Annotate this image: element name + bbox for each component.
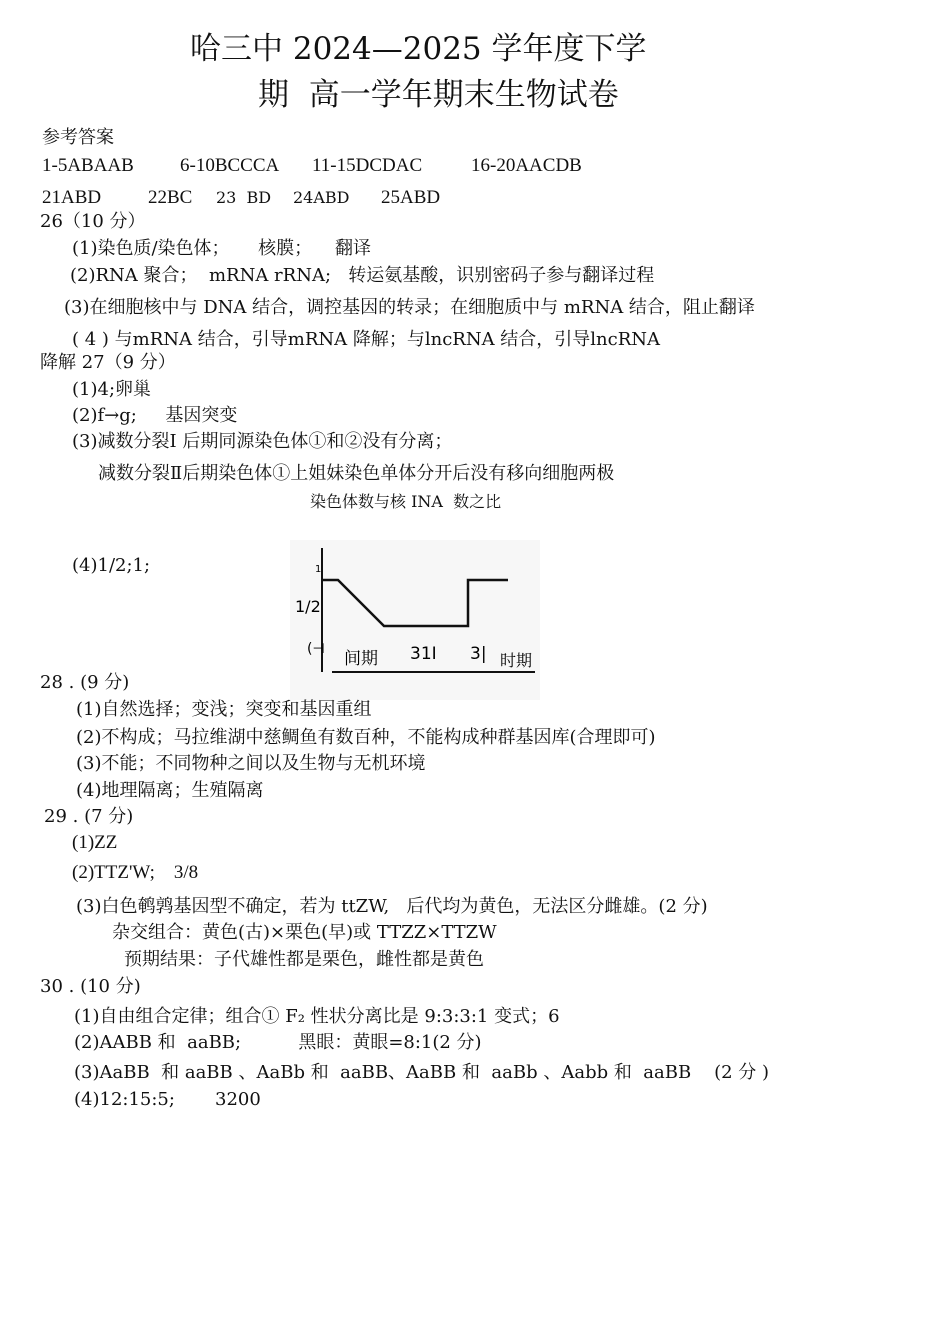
x-axis-title: 时期 xyxy=(500,651,533,670)
q26-answer-2: (2)RNA 聚合； mRNA rRNA; 转运氨基酸，识别密码子参与翻译过程 xyxy=(70,265,655,286)
q29-answer-2: (2)TTZ'W; 3/8 xyxy=(72,862,199,883)
x-label-interphase: 间期 xyxy=(344,649,378,669)
y-tick-0: (⊣ xyxy=(307,641,325,657)
q27-answer-3-cont: 减数分裂Ⅱ后期染色体①上姐妹染色单体分开后没有移向细胞两极 xyxy=(98,463,615,484)
ratio-graph xyxy=(290,540,540,700)
q29-heading: 29 . (7 分) xyxy=(44,806,134,827)
q28-answer-3: (3)不能；不同物种之间以及生物与无机环境 xyxy=(76,753,426,774)
q27-answer-2: (2)f→g; 基因突变 xyxy=(72,405,238,426)
q27-heading: 降解 27（9 分） xyxy=(40,352,176,373)
q30-answer-2: (2)AABB 和 aaBB; 黑眼：黄眼=8:1(2 分) xyxy=(74,1032,482,1053)
q29-answer-5: 预期结果：子代雄性都是栗色，雌性都是黄色 xyxy=(124,949,484,970)
mc-22: 22BC xyxy=(148,187,193,208)
q30-answer-1: (1)自由组合定律；组合① F₂ 性状分离比是 9:3:3:1 变式；6 xyxy=(74,1006,560,1027)
mc-23: 23 BD xyxy=(216,188,272,207)
y-tick-1: 1 xyxy=(315,564,322,575)
q26-answer-1: (1)染色质/染色体； 核膜； 翻译 xyxy=(72,238,372,259)
q26-answer-3: (3)在细胞核中与 DNA 结合，调控基因的转录；在细胞质中与 mRNA 结合，阻止翻译 xyxy=(64,297,755,318)
q28-heading: 28 . (9 分) xyxy=(40,672,130,693)
q30-heading: 30 . (10 分) xyxy=(40,976,141,997)
mc-24: 24ABD xyxy=(293,188,350,207)
q28-answer-2: (2)不构成；马拉维湖中慈鲷鱼有数百种，不能构成种群基因库(合理即可) xyxy=(76,727,656,748)
q26-answer-4: ( 4 ) 与mRNA 结合，引导mRNA 降解；与lncRNA 结合，引导lncRNA xyxy=(72,329,661,350)
figure-caption: 染色体数与核 INA 数之比 xyxy=(310,492,502,511)
q27-answer-3: (3)减数分裂Ⅰ 后期同源染色体①和②没有分离； xyxy=(72,431,453,452)
mc-11-15: 11-15DCDAC xyxy=(312,155,423,176)
title-line-2: 期 高一学年期末生物试卷 xyxy=(258,77,619,113)
x-label-meiosis-2: 3| xyxy=(470,644,487,664)
q29-answer-4: 杂交组合：黄色(古)×栗色(早)或 TTZZ×TTZW xyxy=(112,922,497,943)
q28-answer-4: (4)地理隔离；生殖隔离 xyxy=(76,780,264,801)
q27-answer-4: (4)1/2;1; xyxy=(72,555,151,576)
q26-heading: 26（10 分） xyxy=(40,211,146,232)
mc-16-20: 16-20AACDB xyxy=(471,155,582,176)
mc-1-5: 1-5ABAAB xyxy=(42,155,134,176)
q28-answer-1: (1)自然选择；变浅；突变和基因重组 xyxy=(76,699,372,720)
mc-25: 25ABD xyxy=(381,187,441,208)
q29-answer-1: (1)ZZ xyxy=(72,832,118,853)
mc-6-10: 6-10BCCCA xyxy=(180,155,280,176)
q29-answer-3: (3)白色鹌鹑基因型不确定，若为 ttZW, 后代均为黄色，无法区分雌雄。(2 分) xyxy=(76,896,708,917)
answers-heading: 参考答案 xyxy=(42,127,114,148)
title-line-1: 哈三中 2024—2025 学年度下学 xyxy=(190,31,647,67)
y-tick-half: 1/2 xyxy=(295,597,321,616)
q27-answer-1: (1)4;卵巢 xyxy=(72,379,152,400)
q30-answer-4: (4)12:15:5; 3200 xyxy=(74,1089,261,1110)
mc-21: 21ABD xyxy=(42,187,102,208)
x-label-meiosis-1: 31I xyxy=(410,644,437,664)
q30-answer-3: (3)AaBB 和 aaBB 、AaBb 和 aaBB、AaBB 和 aaBb 、Aabb 和 aaBB (2 分 ) xyxy=(74,1062,770,1083)
